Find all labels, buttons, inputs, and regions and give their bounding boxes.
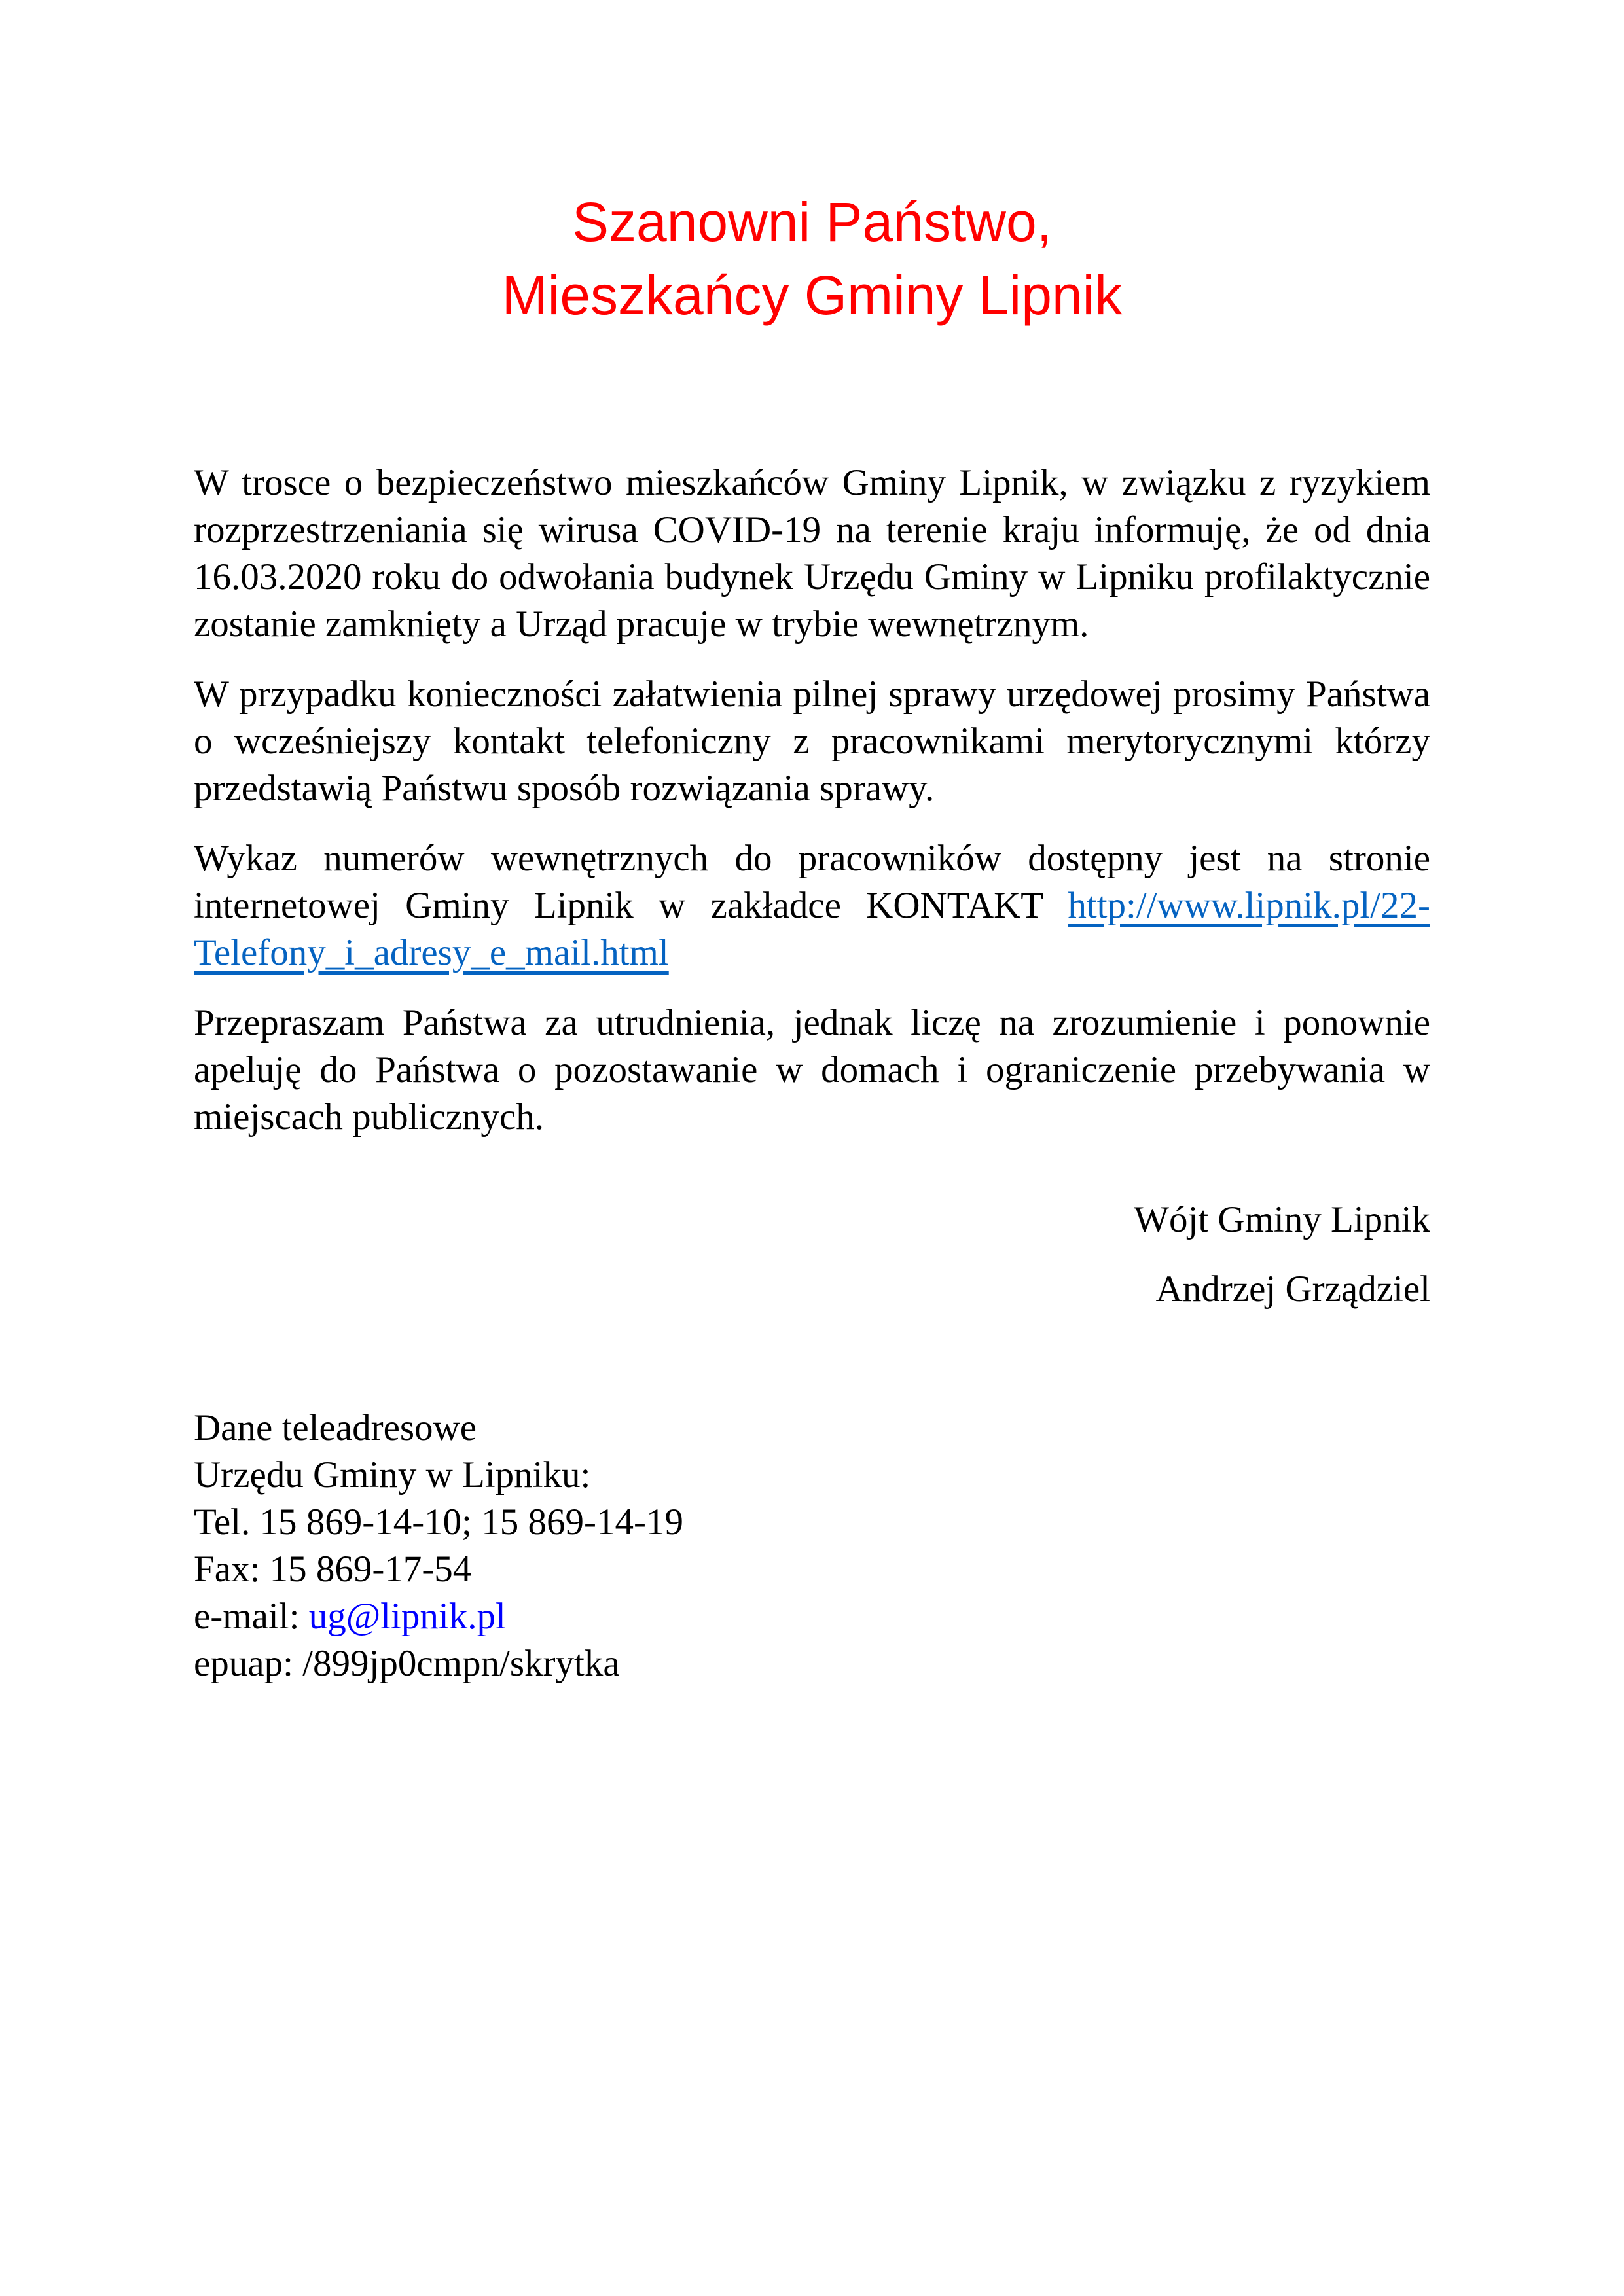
page-title: [194, 185, 1430, 332]
paragraph-phone-directory: [194, 835, 1430, 977]
email-link[interactable]: ug@lipnik.pl: [308, 1596, 506, 1637]
contact-heading: Dane teleadresowe: [194, 1407, 477, 1448]
paragraph-apology: Przepraszam Państwa za utrudnienia, jednak liczę na zrozumienie i ponownie apeluję do Państwa o pozostawanie w domach i ograniczenie przebywania w miejscach publicznych.: [194, 1002, 1430, 1138]
signature-block: [194, 1196, 1430, 1313]
paragraph-closure-notice: W trosce o bezpieczeństwo mieszkańców Gminy Lipnik, w związku z ryzykiem rozprzestrzeniania się wirusa COVID-19 na terenie kraju informuję, że od dnia 16.03.2020 roku do odwołania budynek Urzędu Gminy w Lipniku profilaktycznie zostanie zamknięty a Urząd pracuje w trybie wewnętrznym.: [194, 462, 1430, 645]
contact-phone: Tel. 15 869-14-10; 15 869-14-19: [194, 1501, 683, 1543]
contact-fax: Fax: 15 869-17-54: [194, 1549, 472, 1590]
signature-role: Wójt Gminy Lipnik: [1134, 1199, 1430, 1240]
kontakt-page-link[interactable]: http://www.lipnik.pl/22-Telefony_i_adresy_e_mail.html: [194, 885, 1430, 973]
document-content: [0, 185, 1624, 1687]
page-title-line-2: Mieszkańcy Gminy Lipnik: [501, 264, 1123, 326]
paragraph-phone-directory-text: Wykaz numerów wewnętrznych do pracowników dostępny jest na stronie internetowej Gminy Lipnik w zakładce KONTAKT: [194, 838, 1430, 926]
contact-subheading: Urzędu Gminy w Lipniku:: [194, 1454, 591, 1496]
contact-epuap: epuap: /899jp0cmpn/skrytka: [194, 1643, 620, 1684]
page-title-line-1: Szanowni Państwo,: [571, 191, 1053, 253]
contact-email-line: [194, 1593, 1430, 1640]
contact-email-label: e-mail:: [194, 1596, 309, 1637]
signature-name: Andrzej Grządziel: [1155, 1268, 1430, 1310]
paragraph-phone-contact: W przypadku konieczności załatwienia pilnej sprawy urzędowej prosimy Państwa o wcześniejszy kontakt telefoniczny z pracownikami merytorycznymi którzy przedstawią Państwu sposób rozwiązania sprawy.: [194, 673, 1430, 809]
contact-block: [194, 1405, 1430, 1687]
